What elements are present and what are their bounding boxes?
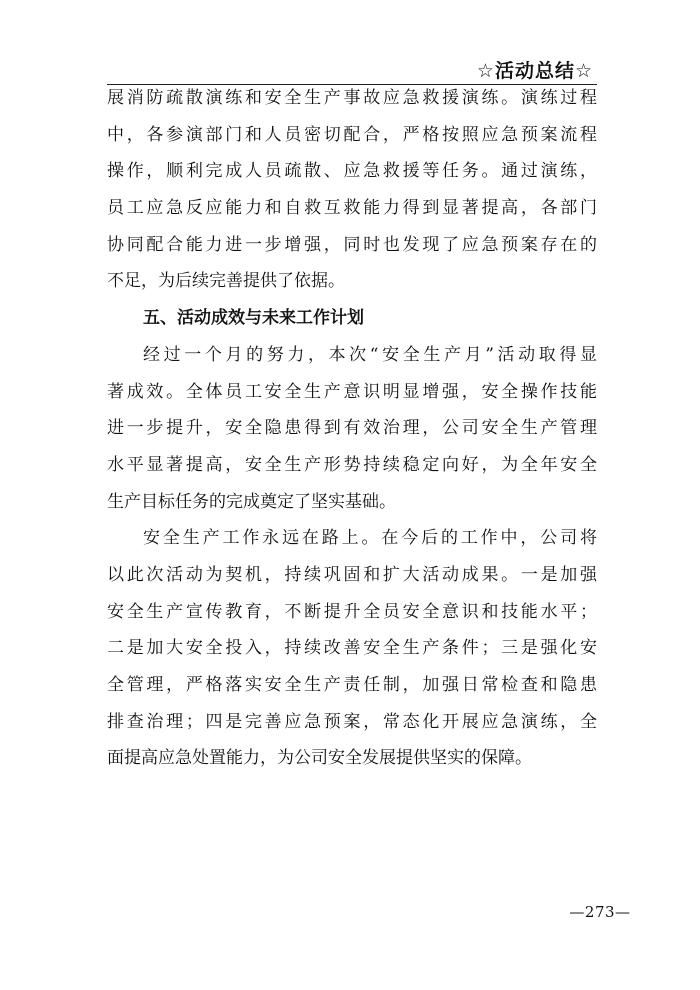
text-line: 员工应急反应能力和自救互救能力得到显著提高，各部门 bbox=[107, 198, 597, 219]
text-line: 安全生产宣传教育，不断提升全员安全意识和技能水平； bbox=[107, 601, 597, 622]
body-text bbox=[107, 80, 597, 777]
text-line: 全管理，严格落实安全生产责任制，加强日常检查和隐患 bbox=[107, 675, 597, 695]
text-line: 安全生产工作永远在路上。在今后的工作中，公司将 bbox=[143, 528, 597, 549]
header-title: ☆活动总结☆ bbox=[476, 60, 593, 82]
text-line: 协同配合能力进一步增强，同时也发现了应急预案存在的 bbox=[107, 234, 597, 255]
text-line: 经过一个月的努力，本次“安全生产月”活动取得显 bbox=[143, 344, 597, 365]
paragraph-1 bbox=[107, 80, 597, 300]
text-line: 以此次活动为契机，持续巩固和扩大活动成果。一是加强 bbox=[107, 564, 597, 585]
paragraph-3 bbox=[107, 520, 597, 777]
text-line: 生产目标任务的完成奠定了坚实基础。 bbox=[107, 491, 396, 512]
text-line: 进一步提升，安全隐患得到有效治理，公司安全生产管理 bbox=[107, 418, 597, 439]
text-line: 不足，为后续完善提供了依据。 bbox=[107, 271, 345, 292]
text-line: 中，各参演部门和人员密切配合，严格按照应急预案流程 bbox=[107, 124, 597, 145]
text-line: 排查治理；四是完善应急预案，常态化开展应急演练，全 bbox=[107, 711, 597, 732]
page-number: —273— bbox=[569, 903, 631, 921]
paragraph-2 bbox=[107, 337, 597, 520]
text-line: 操作，顺利完成人员疏散、应急救援等任务。通过演练， bbox=[107, 161, 597, 182]
text-line: 面提高应急处置能力，为公司安全发展提供坚实的保障。 bbox=[107, 748, 532, 769]
text-line: 二是加大安全投入，持续改善安全生产条件；三是强化安 bbox=[107, 638, 597, 659]
text-line: 著成效。全体员工安全生产意识明显增强，安全操作技能 bbox=[107, 381, 597, 402]
text-line: 展消防疏散演练和安全生产事故应急救援演练。演练过程 bbox=[107, 88, 597, 108]
text-line: 水平显著提高，安全生产形势持续稳定向好，为全年安全 bbox=[107, 454, 597, 475]
section-heading: 五、活动成效与未来工作计划 bbox=[143, 308, 364, 329]
